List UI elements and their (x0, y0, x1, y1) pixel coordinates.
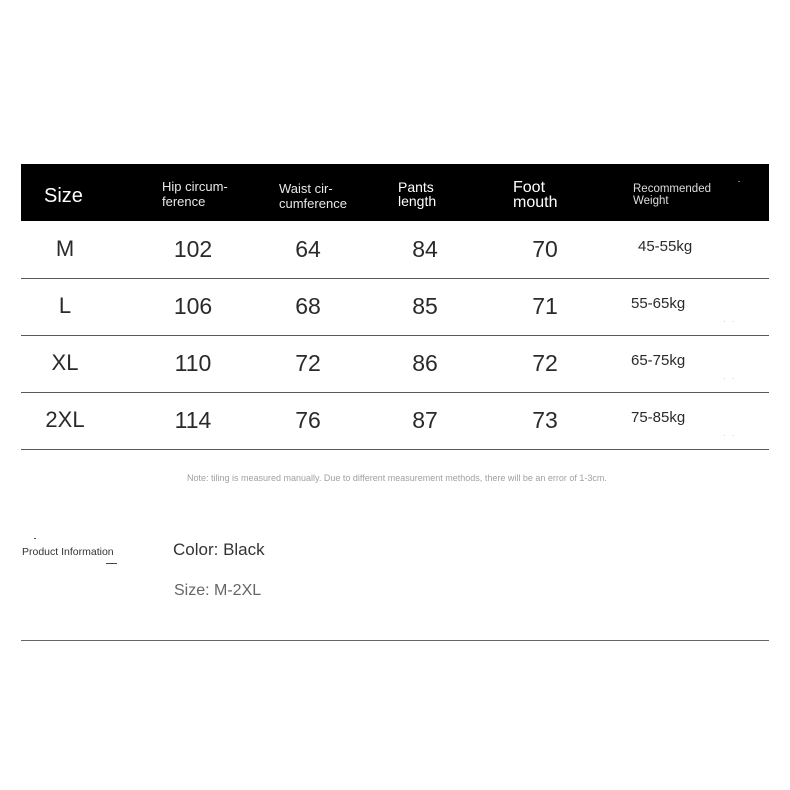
cell-waist: 64 (295, 236, 321, 262)
cell-weight: 75-85kg (631, 409, 686, 426)
header-speck (738, 181, 740, 182)
cell-weight: 55-65kg (631, 295, 686, 312)
cell-hip: 106 (173, 293, 213, 319)
cell-waist: 72 (295, 350, 321, 376)
measurement-note: Note: tiling is measured manually. Due to different measurement methods, there will be an error of 1-3cm. (187, 473, 607, 483)
speck-marks: ·· (723, 374, 741, 383)
size-table-header (21, 164, 769, 221)
cell-pants: 85 (412, 293, 438, 319)
cell-waist: 76 (295, 407, 321, 433)
cell-weight: 65-75kg (631, 352, 686, 369)
header-waist: Waist cir- cumference (279, 181, 347, 211)
cell-hip: 102 (173, 236, 213, 262)
cell-pants: 84 (412, 236, 438, 262)
divider (21, 640, 769, 641)
product-information-label: Product Information (22, 546, 114, 558)
cell-waist: 68 (295, 293, 321, 319)
header-foot: Foot mouth (513, 179, 558, 211)
cell-pants: 87 (412, 407, 438, 433)
table-row (21, 221, 769, 279)
label-underline (106, 563, 117, 564)
cell-hip: 110 (174, 350, 212, 376)
product-size: Size: M-2XL (174, 582, 262, 599)
cell-pants: 86 (412, 350, 438, 376)
cell-size: L (58, 293, 72, 318)
cell-foot: 70 (532, 236, 558, 262)
table-row (21, 278, 769, 336)
cell-size: XL (51, 350, 79, 375)
speck-marks: ·· (723, 317, 741, 326)
cell-foot: 73 (532, 407, 558, 433)
header-pants: Pants length (398, 179, 437, 209)
cell-size: M (55, 236, 75, 261)
speck-mark (34, 538, 36, 539)
table-row (21, 335, 769, 393)
header-recommended: Recommended Weight (633, 183, 711, 207)
header-size: Size (44, 185, 83, 207)
table-row (21, 392, 769, 450)
speck-marks: ·· (723, 431, 741, 440)
cell-size: 2XL (45, 407, 85, 432)
cell-weight: 45-55kg (638, 238, 693, 255)
header-hip: Hip circum- ference (162, 179, 228, 209)
cell-foot: 71 (532, 293, 558, 319)
cell-foot: 72 (532, 350, 558, 376)
product-color: Color: Black (173, 540, 265, 559)
cell-hip: 114 (174, 407, 212, 433)
